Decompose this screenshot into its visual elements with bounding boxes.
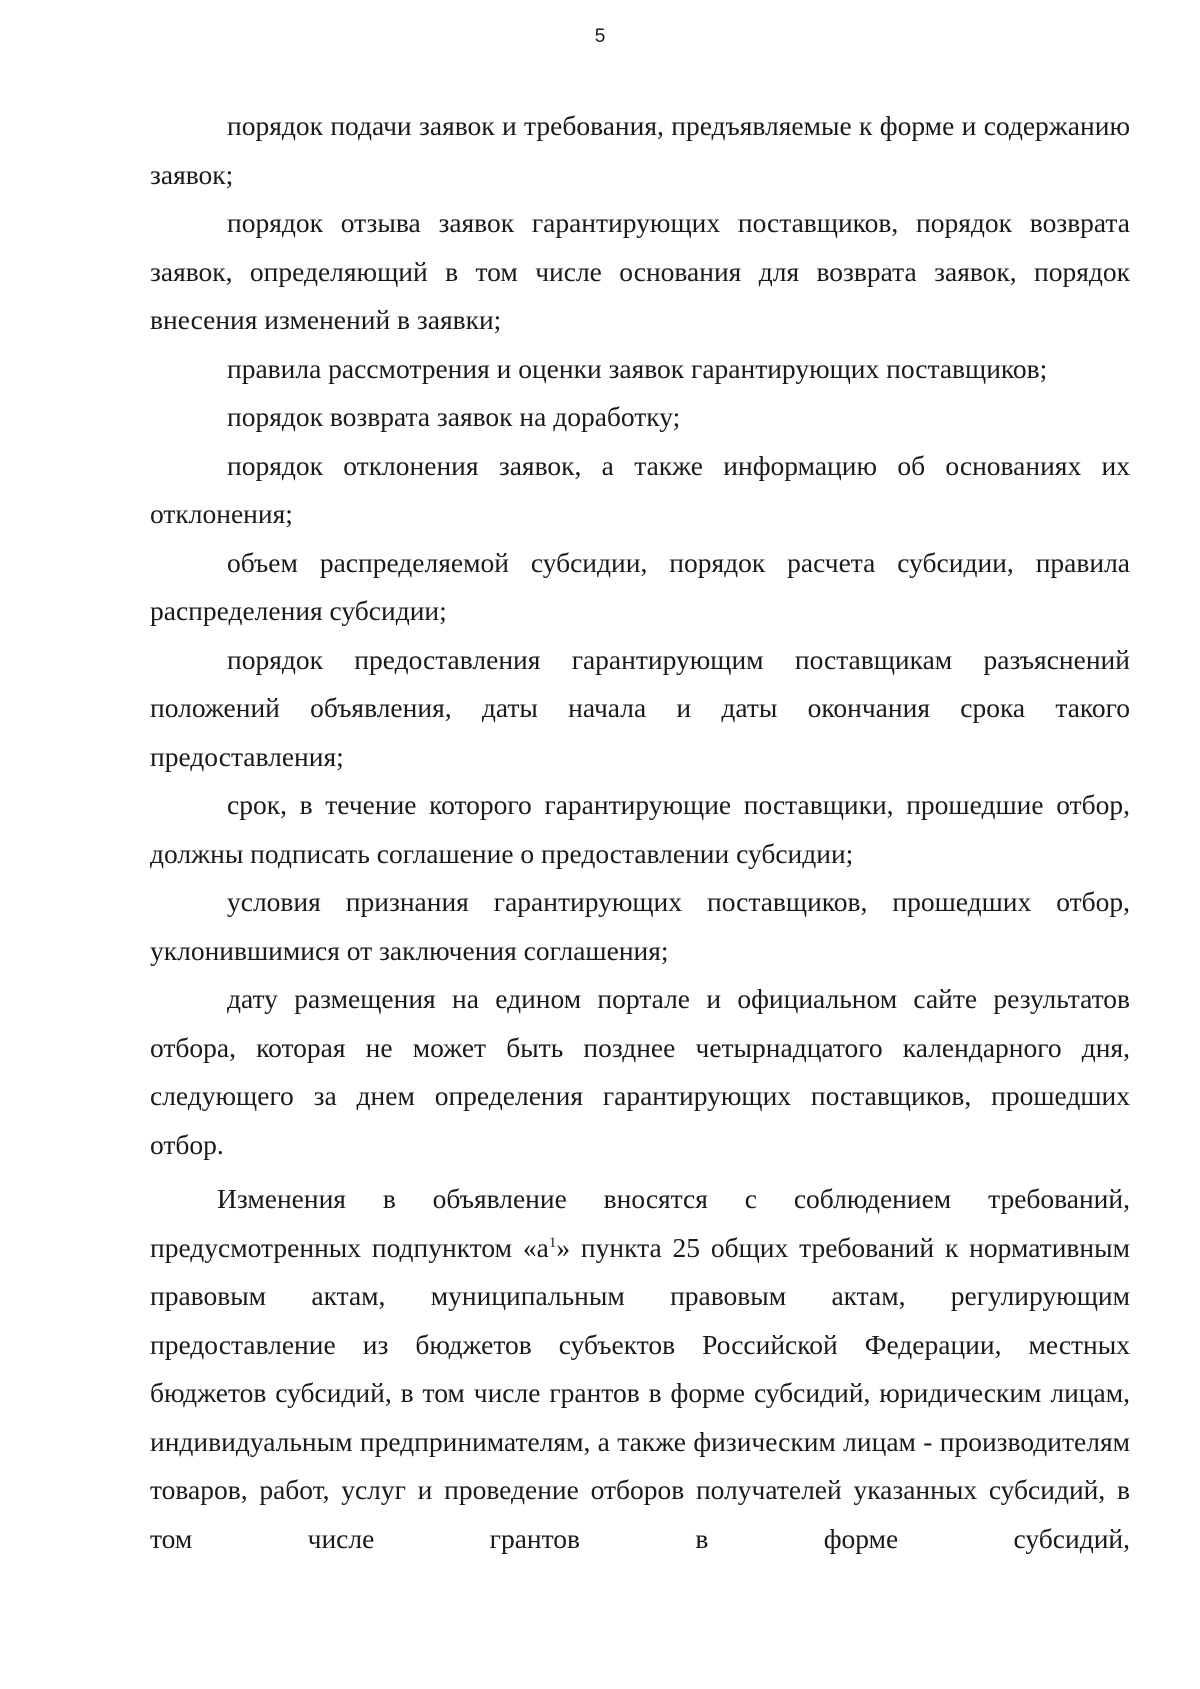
document-body: [150, 102, 1130, 1563]
superscript-index: 1: [548, 1234, 557, 1251]
list-item: объем распределяемой субсидии, порядок расчета субсидии, правила распределения субсидии;: [150, 546, 1130, 626]
list-item: условия признания гарантирующих поставщиков, прошедших отбор, уклонившимися от заключения соглашения;: [150, 886, 1130, 966]
page-number: 5: [594, 26, 606, 47]
list-item: порядок предоставления гарантирующим поставщикам разъяснений положений объявления, даты начала и даты окончания срока такого предоставления;: [150, 643, 1130, 772]
list-item: порядок отзыва заявок гарантирующих поставщиков, порядок возврата заявок, определяющий в том числе основания для возврата заявок, порядок внесения изменений в заявки;: [150, 207, 1130, 335]
list-item: правила рассмотрения и оценки заявок гарантирующих поставщиков;: [227, 352, 1048, 384]
closing-text-part1: Изменения в объявление вносятся с соблюдением требований, предусмотренных подпунктом «а: [150, 1183, 1130, 1263]
list-item: дату размещения на едином портале и официальном сайте результатов отбора, которая не может быть позднее четырнадцатого календарного дня, следующего за днем определения гарантирующих поставщиков, прошедших отбор.: [150, 983, 1130, 1160]
closing-paragraph: [150, 1175, 1130, 1563]
list-item: порядок возврата заявок на доработку;: [227, 401, 681, 432]
list-item: порядок подачи заявок и требования, предъявляемые к форме и содержанию заявок;: [150, 110, 1130, 190]
list-item: срок, в течение которого гарантирующие поставщики, прошедшие отбор, должны подписать соглашение о предоставлении субсидии;: [150, 789, 1130, 869]
closing-text-part2: » пункта 25 общих требований к нормативным правовым актам, муниципальным правовым актам, регулирующим предоставление из бюджетов субъектов Российской Федерации, местных бюджетов субсидий, в том числе грантов в форме субсидий, юридическим лицам, индивидуальным предпринимателям, а также физическим лицам - производителям товаров, работ, услуг и проведение отборов получателей указанных субсидий, в том числе грантов в форме субсидий,: [150, 1231, 1130, 1554]
list-item: порядок отклонения заявок, а также информацию об основаниях их отклонения;: [150, 449, 1130, 529]
